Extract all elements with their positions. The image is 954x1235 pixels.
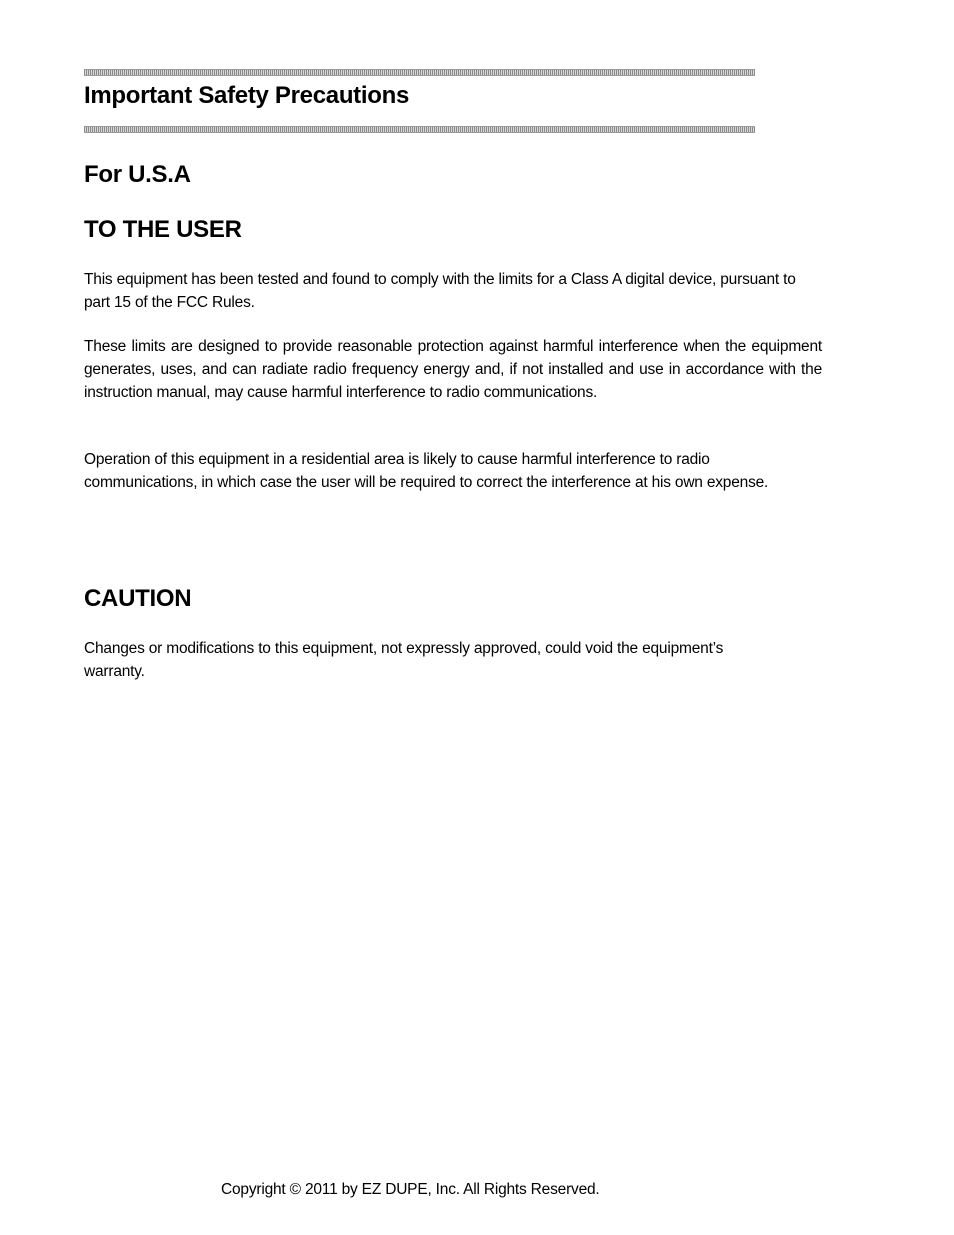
copyright-footer: Copyright © 2011 by EZ DUPE, Inc. All Rights Reserved.: [221, 1181, 600, 1198]
top-divider: [84, 69, 755, 76]
caution-heading: CAUTION: [84, 585, 192, 612]
title-divider: [84, 126, 755, 133]
page-title: Important Safety Precautions: [84, 82, 410, 109]
paragraph-residential: Operation of this equipment in a residential area is likely to cause harmful interference to radio communications, in which case the user will be required to correct the interference at his own expense.: [84, 451, 769, 491]
caution-text: Changes or modifications to this equipment, not expressly approved, could void the equipment’s warranty.: [84, 640, 724, 680]
user-heading: TO THE USER: [84, 216, 242, 243]
region-heading: For U.S.A: [84, 161, 191, 188]
paragraph-limits: These limits are designed to provide reasonable protection against harmful interference when the equipment generates, uses, and can radiate radio frequency energy and, if not installed and use in accordance with the instruction manual, may cause harmful interference to radio communications.: [84, 338, 822, 401]
paragraph-compliance: This equipment has been tested and found to comply with the limits for a Class A digital device, pursuant to part 15 of the FCC Rules.: [84, 271, 796, 311]
